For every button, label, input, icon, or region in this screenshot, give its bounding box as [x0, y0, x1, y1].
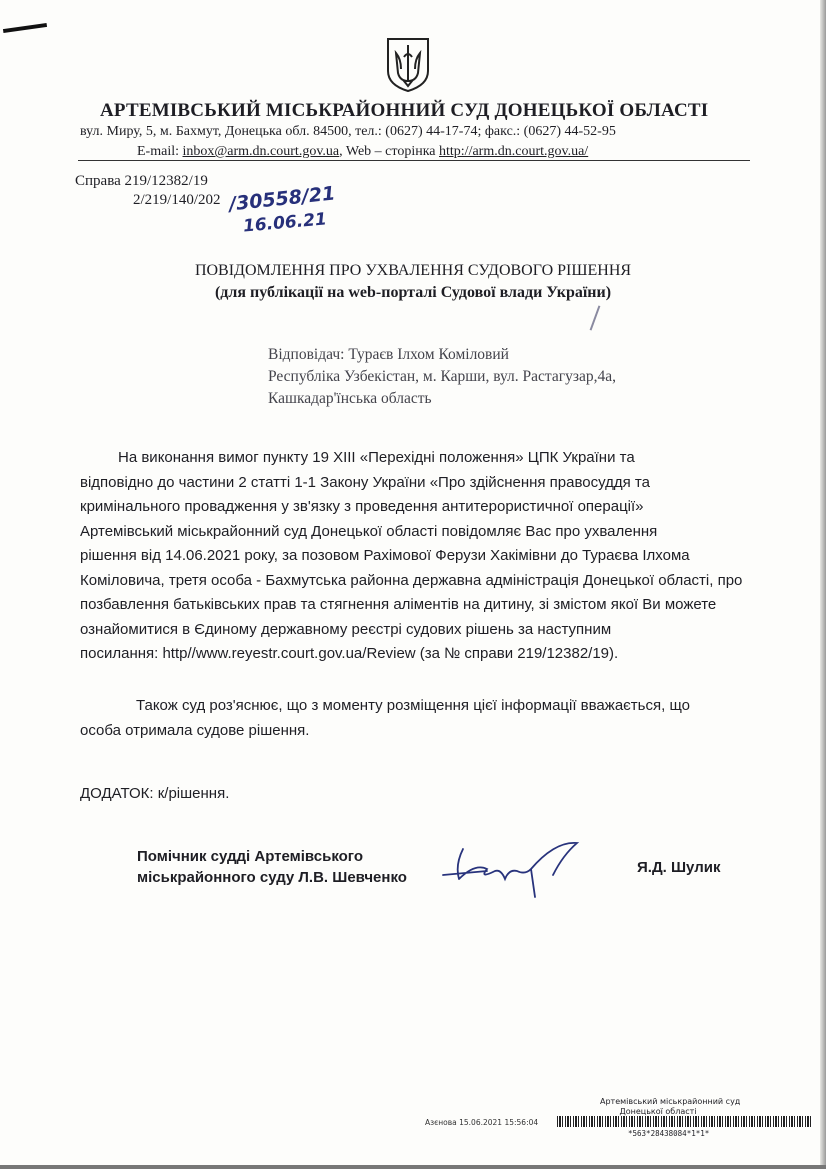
- handwritten-date: 16.06.21: [242, 209, 328, 237]
- signer-name: Я.Д. Шулик: [637, 859, 721, 876]
- notice-body: [80, 446, 750, 667]
- barcode-number: *563*28438084*1*1*: [628, 1129, 710, 1138]
- signer-position-line: Помічник судді Артемівського: [137, 848, 364, 865]
- registration-stamp: [600, 1097, 741, 1117]
- court-address: вул. Миру, 5, м. Бахмут, Донецька обл. 84500, тел.: (0627) 44-17-74; факс.: (0627) 44-52-95: [80, 124, 616, 139]
- body-line: посилання: http//www.reyestr.court.gov.ua/Review (за № справи 219/12382/19).: [80, 645, 619, 662]
- court-contacts: [137, 144, 588, 160]
- body-line: Також суд роз'яснює, що з моменту розміщення цієї інформації вважається, що: [136, 697, 690, 714]
- body-line: На виконання вимог пункту 19 XIII «Перехідні положення» ЦПК України та: [118, 449, 635, 466]
- body-line: позбавлення батьківських прав та стягнення аліментів на дитину, зі змістом якої Ви можете: [80, 596, 717, 613]
- body-line: рішення від 14.06.2021 року, за позовом Рахімової Ферузи Хакімівни до Тураєва Ілхома: [80, 547, 690, 564]
- notice-subtitle: (для публікації на web-порталі Судової влади України): [214, 284, 612, 301]
- scan-edge: [820, 0, 826, 1169]
- stamp-court-region: Донецької області: [619, 1107, 697, 1116]
- coat-of-arms-icon: [384, 37, 432, 93]
- email-link: inbox@arm.dn.court.gov.ua: [182, 144, 340, 159]
- body-line: Коміловича, третя особа - Бахмутська районна державна адміністрація Донецької області, про: [80, 571, 743, 589]
- header-divider: [78, 160, 750, 161]
- notice-title: ПОВІДОМЛЕННЯ ПРО УХВАЛЕННЯ СУДОВОГО РІШЕННЯ: [194, 262, 632, 279]
- signer-position-line: міськрайонного суду Л.В. Шевченко: [137, 869, 407, 886]
- defendant-block: [268, 344, 616, 410]
- barcode: [557, 1116, 813, 1127]
- web-link: http://arm.dn.court.gov.ua/: [439, 144, 589, 159]
- body-line: ознайомитися в Єдиному державному реєстрі судових рішень за наступним: [80, 620, 612, 638]
- case-number: Справа 219/12382/19: [75, 173, 208, 189]
- court-name: АРТЕМІВСЬКИЙ МІСЬКРАЙОННИЙ СУД ДОНЕЦЬКОЇ ОБЛАСТІ: [100, 100, 709, 121]
- scan-edge-bottom: [0, 1165, 826, 1169]
- body-line: Артемівський міськрайонний суд Донецької області повідомляє Вас про ухвалення: [80, 522, 658, 540]
- annex-note: ДОДАТОК: к/рішення.: [80, 785, 230, 802]
- handwritten-outgoing-number: /30558/21: [228, 182, 337, 216]
- defendant-address: Республіка Узбекістан, м. Карши, вул. Растагузар,4а,: [268, 368, 617, 385]
- web-label: , Web – сторінка: [339, 144, 440, 159]
- body-line: відповідно до частини 2 статті 1-1 Закону України «Про здійснення правосуддя та: [80, 473, 650, 491]
- clarification-paragraph: [80, 694, 760, 743]
- body-line: особа отримала судове рішення.: [80, 721, 310, 739]
- stamp-timestamp: Азєнова 15.06.2021 15:56:04: [425, 1118, 539, 1127]
- pen-mark: [590, 305, 601, 330]
- stamp-court-name: Артемівський міськрайонний суд: [600, 1097, 741, 1106]
- defendant-region: Кашкадар'їнська область: [268, 390, 432, 407]
- registration-number: 2/219/140/202: [133, 192, 221, 208]
- handwritten-signature: [435, 835, 585, 905]
- email-label: E-mail:: [137, 144, 183, 159]
- signer-position: [137, 846, 407, 888]
- defendant-name: Відповідач: Тураєв Ілхом Коміловий: [268, 346, 509, 363]
- body-line: кримінального провадження у зв'язку з проведення антитерористичної операції»: [80, 498, 644, 515]
- scan-mark: [3, 23, 47, 33]
